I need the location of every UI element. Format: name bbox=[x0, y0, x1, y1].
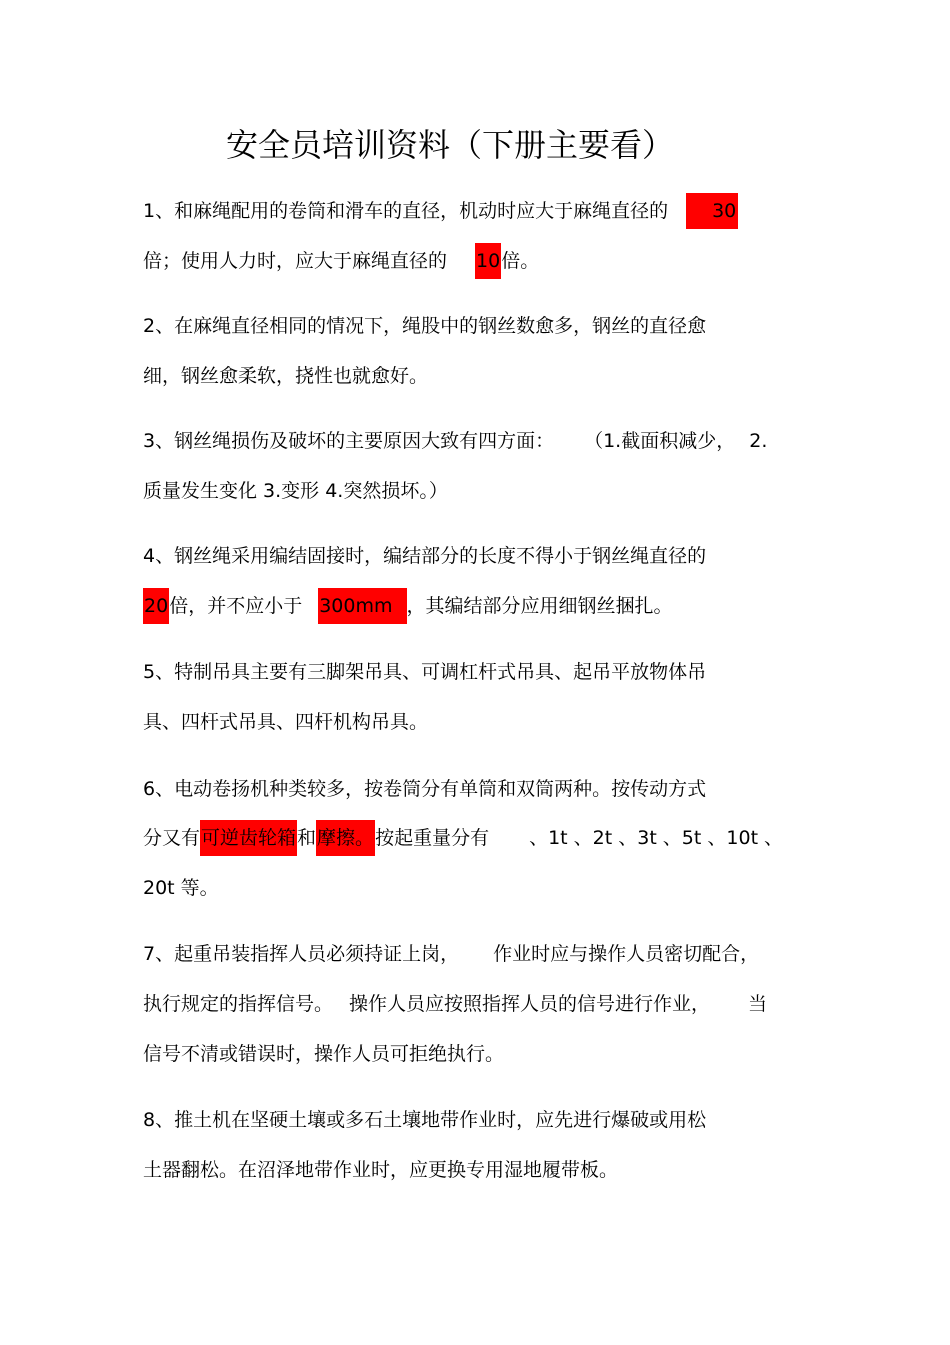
item-6-text-4: 、1t 、2t 、3t 、5t 、10t 、 bbox=[529, 827, 784, 849]
item-3-line-2: 质量发生变化 3.变形 4.突然损坏。） bbox=[143, 480, 448, 502]
item-6-text: 分又有 bbox=[143, 827, 201, 849]
item-1-text: 1、和麻绳配用的卷筒和滑车的直径，机动时应大于麻绳直径的 bbox=[143, 200, 669, 222]
item-3-line-1 bbox=[143, 423, 767, 459]
item-1-highlight-10: 10 bbox=[475, 243, 501, 279]
item-4-line-1: 4、钢丝绳采用编结固接时，编结部分的长度不得小于钢丝绳直径的 bbox=[143, 545, 707, 567]
item-1-line-2 bbox=[143, 243, 539, 279]
item-7-text-5: 当 bbox=[748, 993, 768, 1015]
item-4-highlight-20: 20 bbox=[143, 588, 169, 624]
item-4-text: 倍，并不应小于 bbox=[169, 595, 303, 617]
item-3-text: 3、钢丝绳损伤及破坏的主要原因大致有四方面： bbox=[143, 430, 555, 452]
item-6-line-3: 20t 等。 bbox=[143, 877, 219, 899]
item-7-line-3: 信号不清或错误时，操作人员可拒绝执行。 bbox=[143, 1043, 505, 1065]
item-7-text-4: 操作人员应按照指挥人员的信号进行作业， bbox=[349, 993, 711, 1015]
item-1-highlight-30: 30 bbox=[686, 193, 738, 229]
item-6-line-1: 6、电动卷扬机种类较多，按卷筒分有单筒和双筒两种。按传动方式 bbox=[143, 778, 707, 800]
item-7-text-3: 执行规定的指挥信号。 bbox=[143, 993, 334, 1015]
item-6-highlight-friction: 摩擦。 bbox=[316, 820, 375, 856]
item-7-text: 7、起重吊装指挥人员必须持证上岗， bbox=[143, 943, 460, 965]
item-6-text-3: 按起重量分有 bbox=[375, 827, 490, 849]
item-7-text-2: 作业时应与操作人员密切配合， bbox=[493, 943, 760, 965]
item-1-line-1 bbox=[143, 193, 738, 229]
item-2-line-2: 细，钢丝愈柔软，挠性也就愈好。 bbox=[143, 365, 429, 387]
item-4-text-2: ，其编结部分应用细钢丝捆扎。 bbox=[406, 595, 673, 617]
item-5-line-2: 具、四杆式吊具、四杆机构吊具。 bbox=[143, 711, 429, 733]
document-title: 安全员培训资料（下册主要看） bbox=[225, 126, 674, 164]
item-7-line-2 bbox=[143, 986, 767, 1022]
item-5-line-1: 5、特制吊具主要有三脚架吊具、可调杠杆式吊具、起吊平放物体吊 bbox=[143, 661, 707, 683]
item-3-text-2: （1.截面积减少， bbox=[584, 430, 736, 452]
item-2-line-1: 2、在麻绳直径相同的情况下，绳股中的钢丝数愈多，钢丝的直径愈 bbox=[143, 315, 707, 337]
item-4-line-2 bbox=[143, 588, 673, 624]
item-4-highlight-300mm: 300mm bbox=[318, 588, 406, 624]
item-8-line-1: 8、推土机在坚硬土壤或多石土壤地带作业时，应先进行爆破或用松 bbox=[143, 1109, 707, 1131]
item-8-line-2: 土器翻松。在沼泽地带作业时，应更换专用湿地履带板。 bbox=[143, 1159, 619, 1181]
item-6-line-2 bbox=[143, 820, 783, 856]
item-6-highlight-gearbox: 可逆齿轮箱 bbox=[200, 820, 297, 856]
item-7-line-1 bbox=[143, 936, 759, 972]
item-1-text-3: 倍。 bbox=[501, 250, 540, 272]
item-3-text-3: 2. bbox=[749, 430, 768, 452]
item-6-text-2: 和 bbox=[297, 827, 317, 849]
item-1-text-2: 倍；使用人力时，应大于麻绳直径的 bbox=[143, 250, 448, 272]
